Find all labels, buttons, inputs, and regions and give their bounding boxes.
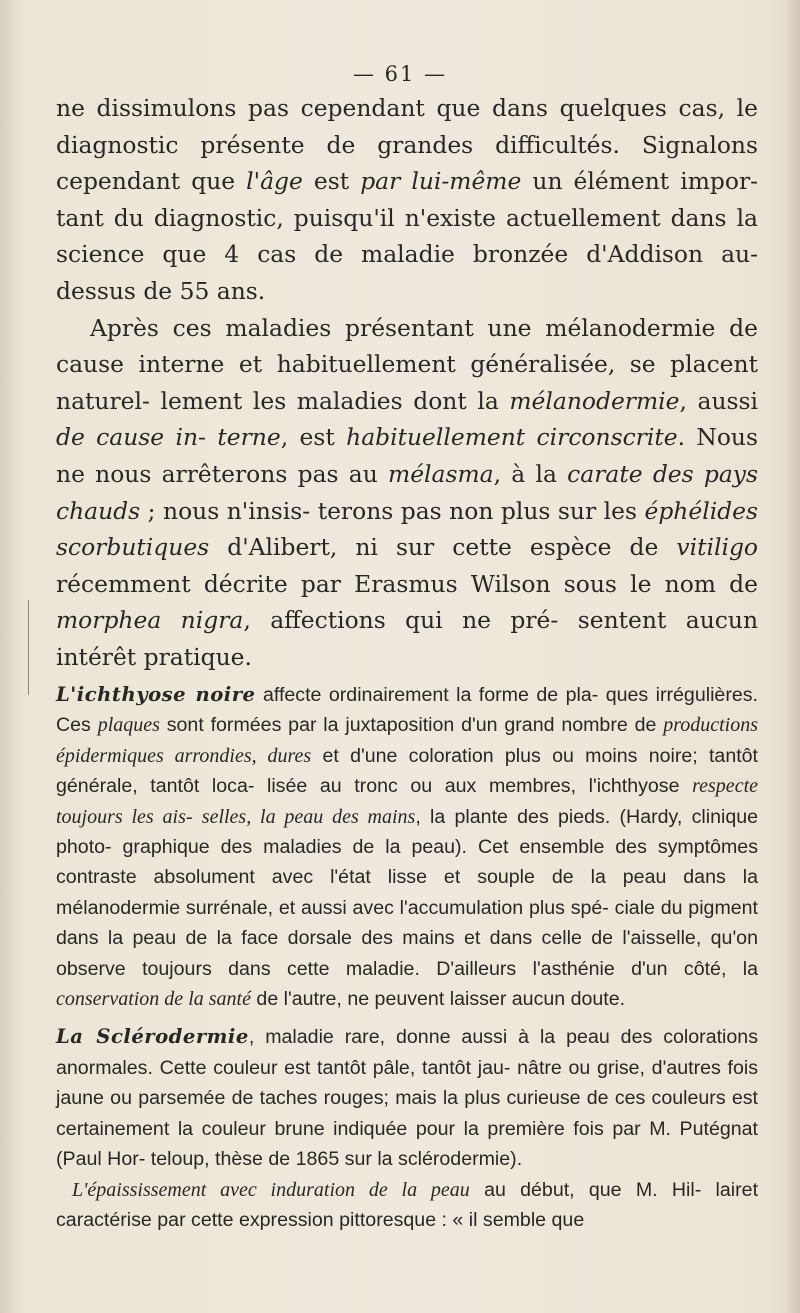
text-run: contraste absolument avec l'état lisse et souple de la peau dans: [56, 866, 726, 889]
page-right-edge-shadow: [786, 0, 800, 1313]
italic-text: morphea nigra: [56, 606, 244, 635]
margin-mark: [28, 600, 29, 695]
text-run: ni sur cette espèce de: [355, 533, 659, 562]
body-text-small: [56, 680, 758, 1235]
text-run: lisée au tronc ou aux membres, l'ichthyose: [266, 775, 680, 798]
text-run: D'ailleurs l'asthénie d'un côté, la: [436, 957, 759, 980]
text-line: un élément impor-: [532, 167, 759, 196]
italic-text: plaques: [97, 714, 160, 737]
text-line: est: [313, 167, 350, 196]
text-run: Wilson sous le nom de: [470, 569, 759, 598]
text-run: affecte ordinairement la forme de pla-: [262, 684, 599, 706]
text-run: terons pas non plus sur les: [317, 496, 637, 525]
text-run: , la plante des pieds. (Hardy, clinique photo-: [56, 805, 759, 859]
text-run: . Nous ne nous arrêterons: [56, 423, 759, 488]
italic-text: éphélides scorbutiques: [56, 496, 758, 562]
section-heading-ichthyose: L'ichthyose noire: [56, 683, 256, 706]
paragraph-sclerodermie: [56, 1022, 758, 1174]
text-run: et: [322, 744, 339, 767]
text-run: ques irrégulières. Ces: [56, 684, 758, 737]
text-run: ; nous n'insis-: [147, 496, 311, 525]
text-run: au début, que M. Hil-: [484, 1178, 702, 1201]
text-run: nâtre ou grise, d'autres fois jaune ou parsemée de taches rouges;: [56, 1056, 758, 1110]
text-run: sont formées par la juxtaposition: [166, 714, 455, 737]
italic-text: de cause in-: [56, 423, 206, 452]
text-run: , affections qui ne pré-: [243, 606, 559, 635]
text-run: pas au: [297, 459, 378, 488]
text-run: teloup, thèse de 1865 sur la sclérodermie).: [150, 1148, 523, 1171]
text-run: lairet caractérise par cette expression pittoresque : « il semble que: [56, 1178, 759, 1231]
text-line: dessus de 55 ans.: [56, 276, 266, 305]
text-line: la science que 4 cas de maladie bronzée d'Addison au-: [56, 203, 758, 269]
text-run: dans celle de l'aisselle, qu'on observe toujours dans cette maladie.: [56, 927, 758, 980]
text-run: mais la plus curieuse de ces couleurs est certainement la couleur: [56, 1087, 758, 1140]
body-text-large: [56, 90, 758, 676]
italic-text: habituellement circonscrite: [346, 423, 678, 452]
italic-text: respecte toujours les ais-: [56, 775, 758, 828]
page-number: — 61 —: [352, 62, 448, 86]
text-line: le diagnostic présente de grandes difficultés. Signalons: [56, 94, 758, 159]
text-run: d'un grand nombre de: [461, 714, 657, 737]
paragraph-diagnostic: [56, 90, 758, 310]
paragraph-epaississement: [56, 1175, 758, 1236]
text-run: de l'autre,: [256, 988, 342, 1011]
italic-text: L'épaississement avec induration de la peau: [72, 1178, 470, 1201]
italic-text: par lui-même: [360, 167, 522, 196]
text-run: d'une coloration plus ou moins noire; tantôt générale, tantôt loca-: [56, 744, 759, 798]
text-run: interne et habituellement généralisée, se placent naturel-: [56, 350, 758, 415]
italic-text: conservation de la santé: [56, 988, 251, 1011]
text-run: récemment décrite par Erasmus: [56, 569, 458, 598]
text-run: , maladie rare, donne aussi à la peau des: [248, 1026, 653, 1049]
italic-text: mélanodermie: [509, 386, 680, 415]
text-run: sentent aucun intérêt pratique.: [56, 606, 759, 671]
text-run: Après ces maladies présentant une mélanodermie de cause: [56, 313, 758, 379]
paragraph-ichthyose: [56, 680, 758, 1014]
italic-text: vitiligo: [676, 533, 758, 562]
text-run: brune indiquée pour la première fois par M. Putégnat (Paul Hor-: [56, 1117, 759, 1171]
text-line: cependant que: [56, 167, 236, 196]
text-run: lement les maladies dont la: [160, 386, 499, 415]
text-run: ne peuvent laisser aucun doute.: [347, 988, 626, 1011]
page-left-edge-shadow: [0, 0, 16, 1313]
text-line: ne dissimulons pas cependant que dans quelques cas,: [56, 94, 726, 122]
text-run: , aussi: [679, 386, 759, 415]
italic-text: carate des pays chauds: [56, 459, 759, 525]
italic-text: selles, la peau des mains: [201, 805, 416, 828]
text-run: la mélanodermie surrénale, et aussi avec l'accumulation plus spé-: [56, 866, 758, 919]
text-run: graphique des maladies de la peau). Cet ensemble des symptômes: [122, 836, 758, 859]
italic-text: productions épidermiques arrondies, dures: [56, 714, 759, 767]
text-run: colorations anormales. Cette couleur est tantôt pâle, tantôt jau-: [56, 1026, 758, 1079]
text-line: tant du diagnostic, puisqu'il n'existe actuellement dans: [56, 203, 727, 232]
italic-text: mélasma: [388, 459, 494, 488]
text-run: , à la: [493, 459, 557, 488]
text-run: , est: [280, 423, 335, 452]
italic-text: l'âge: [246, 167, 303, 196]
text-run: ciale du pigment dans la peau de la face dorsale des mains et: [56, 896, 759, 950]
italic-text: terne: [217, 423, 281, 452]
text-run: d'Alibert,: [227, 533, 338, 562]
paragraph-melanodermie: [56, 310, 758, 676]
section-heading-sclerodermie: La Sclérodermie: [56, 1025, 249, 1049]
